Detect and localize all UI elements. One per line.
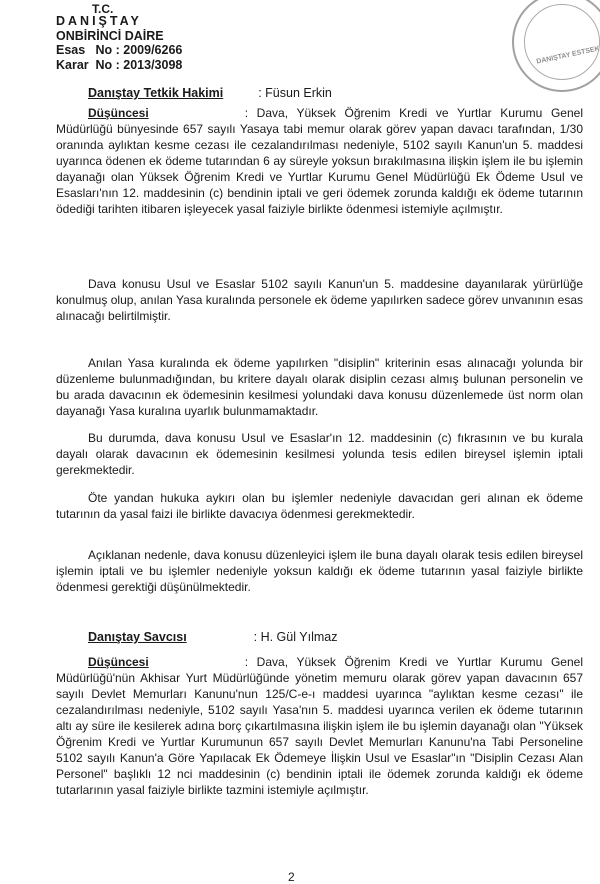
tetkik-paragraph: Anılan Yasa kuralında ek ödeme yapılırken "disiplin" kriterinin esas alınacağı yolunda bir düzenleme bulunmadığından, bu kritere dayalı olarak disiplin cezası almış bulunan personelin ve bu arada davacının ek ödemesinin kesilmesi yolundaki dava konusu düzenlemede üst norm olan dayanağı Yasa kuralına uyarlık bulunmamaktadır.	[56, 356, 583, 418]
header-tc: T.C.	[92, 2, 114, 16]
tetkik-paragraph: Açıklanan nedenle, dava konusu düzenleyici işlem ile buna dayalı olarak tesis edilen bireysel işlemin iptali ve bu işlemler nedeniyle yoksun kaldığı ek ödeme tutarının yasal faiziyle birlikte ödenmesi gerektiği düşünülmektedir.	[56, 548, 583, 594]
tetkik-dusuncesi-text: : Dava, Yüksek Öğrenim Kredi ve Yurtlar Kurumu Genel Müdürlüğü bünyesinde 657 sayılı Yasaya tabi memur olarak görev yapan davacı tarafından, 1/30 oranında aylıktan kesme cezası ile cezalandırılması nedeniyle, 5102 sayılı Kanun'un 5. maddesi uyarınca ödenen ek ödeme tutarından 6 ay süreyle yoksun bırakılmasına ilişkin işlem ile bu işlemin dayanağı olan Yüksek Öğrenim Kredi ve Yurtlar Kurumu Genel Müdürlüğü Ek Ödeme Usul ve Esasları'nın 12. maddesinin (c) bendinin iptali ve geri ödemek zorunda kaldığı ek ödeme tutarının ödediği tarihten itibaren işleyecek yasal faiziyle birlikte ödenmesi istemiyle açılmıştır.	[56, 106, 583, 216]
court-seal-stamp	[512, 0, 600, 92]
savci-name: : H. Gül Yılmaz	[253, 630, 338, 644]
savci-dusuncesi-paragraph	[56, 654, 583, 798]
tetkik-paragraph: Dava konusu Usul ve Esaslar 5102 sayılı Kanun'un 5. maddesine dayanılarak yürürlüğe konulmuş olup, anılan Yasa kuralında personele ek ödeme yapılırken sadece görev unvanının esas alınacağı belirtilmiştir.	[56, 277, 583, 323]
esas-value: No : 2009/6266	[95, 43, 183, 57]
karar-label: Karar	[56, 58, 89, 72]
tetkik-paragraph: Öte yandan hukuka aykırı olan bu işlemler nedeniyle davacıdan geri alınan ek ödeme tutarının da yasal faizi ile birlikte davacıya ödenmesi gerekmektedir.	[56, 491, 583, 521]
karar-value: No : 2013/3098	[95, 58, 183, 72]
tetkik-dusuncesi-label: Düşüncesi	[88, 106, 149, 120]
esas-label: Esas	[56, 43, 86, 57]
header-esas	[56, 43, 182, 57]
savci-line	[88, 630, 337, 644]
tetkik-hakimi-label: Danıştay Tetkik Hakimi	[88, 86, 224, 100]
tetkik-hakimi-name: : Füsun Erkin	[258, 86, 332, 100]
header-chamber: ONBİRİNCİ DAİRE	[56, 29, 164, 43]
header-court: DANIŞTAY	[56, 14, 142, 28]
header-karar	[56, 58, 182, 72]
tetkik-dusuncesi-paragraph	[56, 105, 583, 217]
page-number: 2	[288, 870, 295, 884]
tetkik-hakimi-line	[88, 86, 332, 100]
savci-label: Danıştay Savcısı	[88, 630, 187, 644]
savci-dusuncesi-label: Düşüncesi	[88, 655, 149, 669]
tetkik-paragraph: Bu durumda, dava konusu Usul ve Esaslar'ın 12. maddesinin (c) fıkrasının ve bu kurala dayalı olarak davacının ek ödemesinin kesilmesi yolunda tesis edilen bireysel işlemin iptali gerekmektedir.	[56, 431, 583, 477]
savci-dusuncesi-text: : Dava, Yüksek Öğrenim Kredi ve Yurtlar Kurumu Genel Müdürlüğü'nün Akhisar Yurt Müdürlüğünde yönetim memuru olarak görev yapan davacının 657 sayılı Devlet Memurları Kanunu'nun 125/C-e-ı maddesi uyarınca "aylıktan kesme cezası" ile cezalandırılması nedeniyle, 5102 sayılı Yasa'nın 5. maddesi uyarınca verilen ek ödeme tutarının altı ay süre ile kesilerek adına borç çıkartılmasına ilişkin işlem ile bu işlemin dayanağı olan "Yüksek Öğrenim Kredi ve Yurtlar Kurumunun 657 sayılı Devlet Memurları Kanunu'na Tabi Personeline 5102 sayılı Kanun'a Göre Yapılacak Ek Ödemeye İlişkin Usul ve Esaslar"ın "Disiplin Cezası Alan Personel" başlıklı 12 nci maddesinin (c) bendinin iptali ile ödemek zorunda kaldığı ek ödeme tutarlarının yasal faiziyle birlikte tazmini istemiyle açılmıştır.	[56, 655, 583, 797]
stamp-text: DANIŞTAY ESTSEK	[535, 45, 600, 66]
